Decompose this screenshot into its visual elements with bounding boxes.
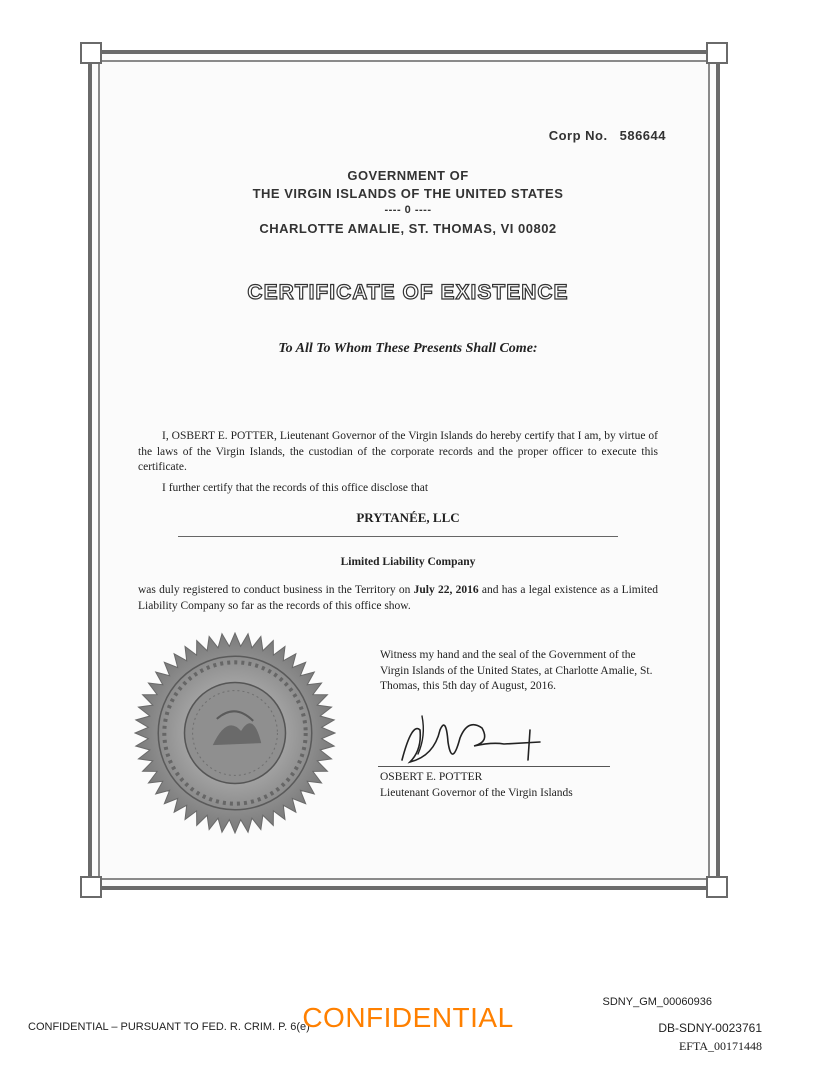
records-paragraph: I further certify that the records of this office disclose that [162, 482, 429, 494]
border-corner-ornament [80, 42, 102, 64]
registration-paragraph [138, 583, 658, 614]
salutation: To All To Whom These Presents Shall Come: [278, 341, 538, 356]
government-seal-icon [134, 632, 336, 834]
witness-statement: Witness my hand and the seal of the Government of the Virgin Islands of the United States, at Charlotte Amalie, St. Thomas, this 5th day of August, 2016. [380, 649, 653, 692]
header-government: GOVERNMENT OF [347, 168, 469, 183]
bates-number-right: DB-SDNY-0023761 [658, 1021, 762, 1035]
header-territory: THE VIRGIN ISLANDS OF THE UNITED STATES [252, 186, 564, 201]
signature [382, 702, 562, 772]
corp-number-label: Corp No. [548, 128, 608, 143]
header-address: CHARLOTTE AMALIE, ST. THOMAS, VI 00802 [259, 221, 557, 236]
registration-text-end: and has a legal existence as a Limited Liability Company so far as the records of this office show. [138, 584, 658, 612]
entity-name: PRYTANÉE, LLC [356, 510, 460, 525]
signer-title: Lieutenant Governor of the Virgin Islands [380, 786, 573, 799]
entity-type: Limited Liability Company [340, 556, 476, 568]
border-corner-ornament [706, 42, 728, 64]
efta-number: EFTA_00171448 [678, 1039, 762, 1053]
confidential-stamp: CONFIDENTIAL [302, 1002, 514, 1033]
confidentiality-notice: CONFIDENTIAL – PURSUANT TO FED. R. CRIM. P. 6(e) [28, 1021, 310, 1033]
certification-paragraph: I, OSBERT E. POTTER, Lieutenant Governor of the Virgin Islands do hereby certify that I am, by virtue of the laws of the Virgin Islands, the custodian of the corporate records and the proper officer to execute this certificate. [138, 430, 658, 473]
signature-line [378, 766, 610, 767]
certificate-title: CERTIFICATE OF EXISTENCE [247, 281, 569, 304]
header-divider: ---- 0 ---- [384, 204, 432, 216]
signer-block [380, 770, 573, 801]
border-corner-ornament [706, 876, 728, 898]
registration-text-start: was duly registered to conduct business in the Territory on [138, 584, 414, 596]
bates-number-top: SDNY_GM_00060936 [602, 996, 712, 1008]
corp-number-line [549, 128, 666, 143]
registration-date: July 22, 2016 [413, 584, 479, 596]
signer-name: OSBERT E. POTTER [380, 771, 483, 783]
entity-underline [178, 536, 618, 537]
corp-number-value: 586644 [619, 128, 666, 143]
border-corner-ornament [80, 876, 102, 898]
